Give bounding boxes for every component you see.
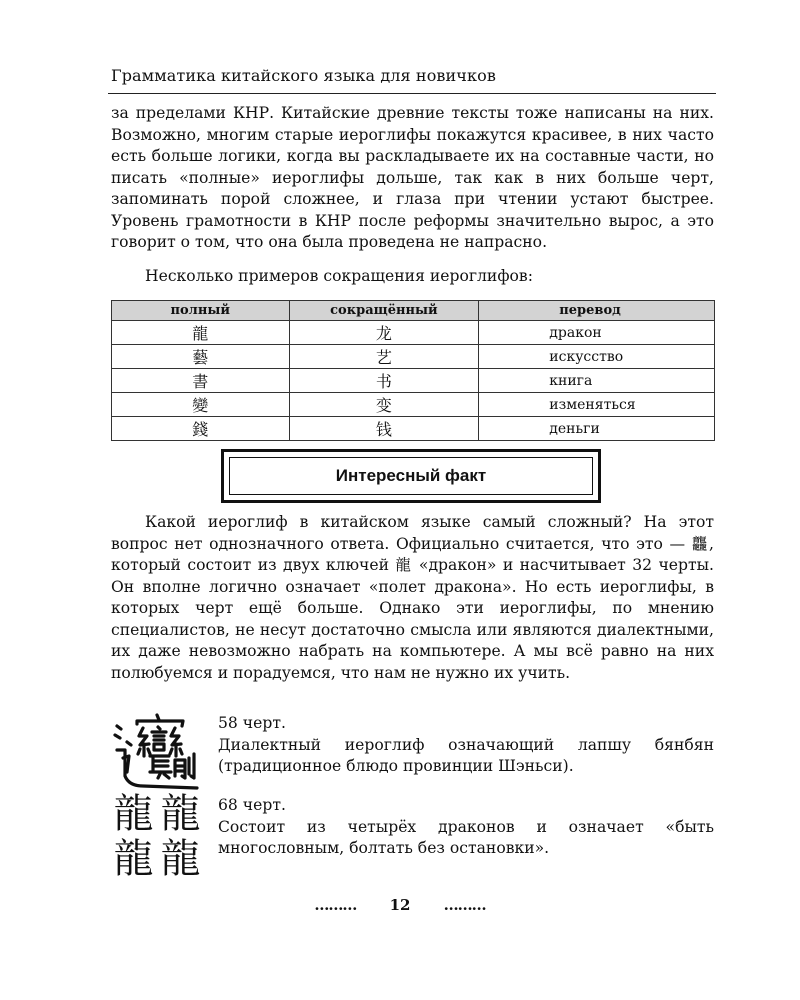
page-number: 12	[389, 896, 411, 914]
translation: книга	[479, 369, 715, 393]
dragon-glyph: 龍	[160, 791, 201, 837]
simplified-character: 书	[289, 369, 479, 393]
translation: искусство	[479, 345, 715, 369]
translation: деньги	[479, 417, 715, 441]
full-character: 書	[112, 369, 290, 393]
biangbiang-description: Диалектный иероглиф означающий лапшу бянбян (традиционное блюдо провинции Шэньси).	[218, 736, 714, 775]
four-dragons-character-icon	[110, 792, 204, 882]
full-character: 變	[112, 393, 290, 417]
column-header-full: полный	[112, 301, 290, 321]
column-header-translation: перевод	[479, 301, 715, 321]
column-header-simplified: сокращённый	[289, 301, 479, 321]
table-header-row	[112, 301, 715, 321]
full-character: 龍	[112, 321, 290, 345]
full-character: 錢	[112, 417, 290, 441]
four-dragons-description: Состоит из четырёх драконов и означает «быть многословным, болтать без остановки».	[218, 818, 714, 857]
running-header: Грамматика китайского языка для новичков	[111, 66, 496, 85]
simplified-character: 钱	[289, 417, 479, 441]
interesting-fact-title: Интересный факт	[229, 457, 593, 495]
translation: дракон	[479, 321, 715, 345]
table-row	[112, 345, 715, 369]
footer-left-dots: ………	[314, 896, 357, 914]
examples-lead: Несколько примеров сокращения иероглифов:	[145, 267, 533, 285]
table-row	[112, 393, 715, 417]
stroke-count-58: 58 черт.	[218, 714, 286, 732]
intro-paragraph: за пределами КНР. Китайские древние тексты тоже написаны на них. Возможно, многим старые иероглифы покажутся красивее, в них часто есть больше логики, когда вы раскладываете их на составные части, но писать «полные» иероглифы дольше, так как в них больше черт, запоминать порой сложнее, и глаза при чтении устают быстрее. Уровень грамотности в КНР после реформы значительно вырос, а это говорит о том, что она была проведена не напрасно.	[111, 104, 714, 251]
simplified-character: 艺	[289, 345, 479, 369]
stroke-count-68: 68 черт.	[218, 796, 286, 814]
interesting-fact-box	[221, 449, 601, 503]
table-row	[112, 417, 715, 441]
dragon-glyph: 龍	[160, 836, 201, 882]
translation: изменяться	[479, 393, 715, 417]
dragon-glyph: 龍	[113, 791, 154, 837]
simplification-table	[111, 300, 715, 441]
simplified-character: 龙	[289, 321, 479, 345]
table-row	[112, 369, 715, 393]
table-row	[112, 321, 715, 345]
simplified-character: 变	[289, 393, 479, 417]
header-rule	[108, 93, 716, 94]
full-character: 藝	[112, 345, 290, 369]
dragon-glyph: 龍	[113, 836, 154, 882]
fact-paragraph: Какой иероглиф в китайском языке самый сложный? На этот вопрос нет однозначного ответа. Официально считается, что это — 龘, который состоит из двух ключей 龍 «дракон» и насчитывает 32 черты. Он вполне логично означает «полет дракона». Но есть иероглифы, в которых черт ещё больше. Однако эти иероглифы, по мнению специалистов, не несут достаточно смысла или являются диалектными, их даже невозможно набрать на компьютере. А мы всё равно на них полюбуемся и порадуемся, что нам не нужно их учить.	[111, 513, 714, 682]
biangbiang-character-icon	[113, 712, 199, 792]
page-footer	[0, 896, 800, 914]
footer-right-dots: ………	[443, 896, 486, 914]
